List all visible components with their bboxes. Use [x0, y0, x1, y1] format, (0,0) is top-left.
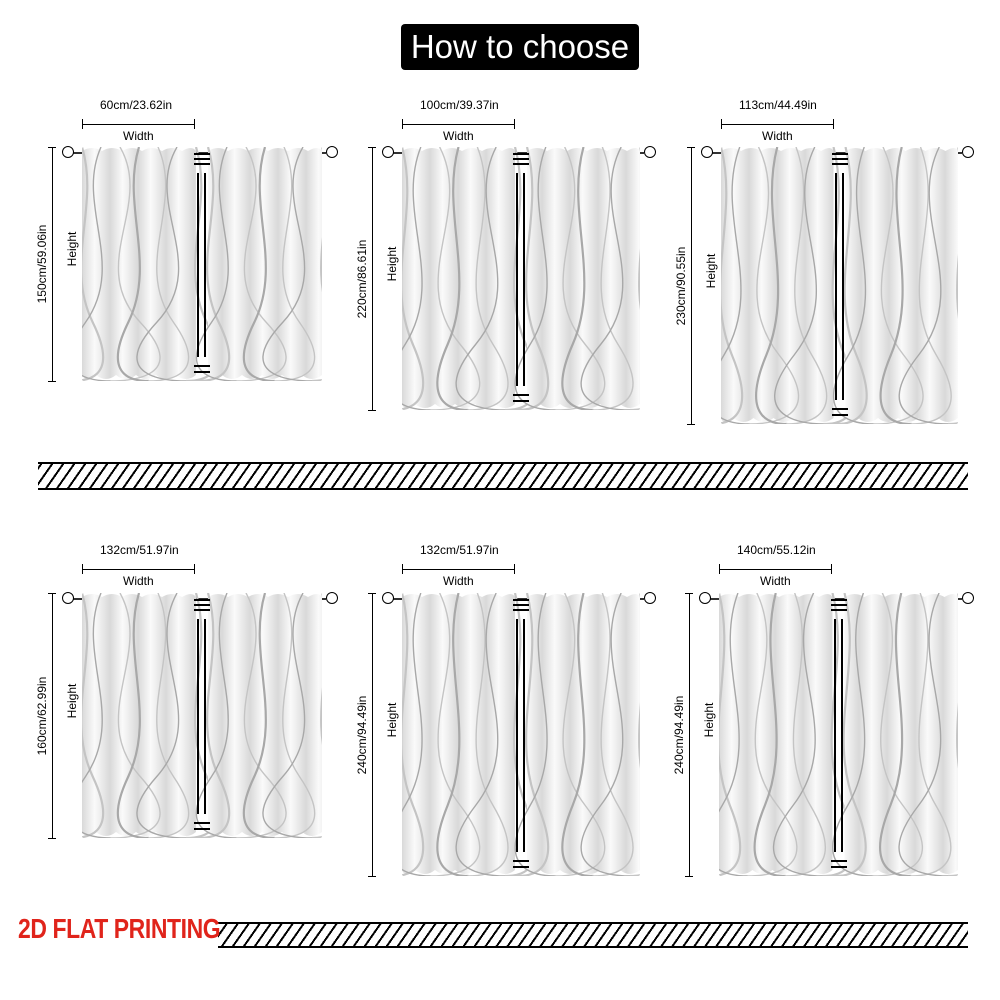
width-tick-left: [402, 119, 403, 129]
height-tick-bottom: [48, 381, 56, 382]
height-dimension-line: [689, 593, 690, 876]
height-value: 150cm/59.06in: [35, 224, 49, 304]
height-label: Height: [704, 253, 718, 288]
width-tick-left: [82, 564, 83, 574]
rod-end-right: [644, 146, 656, 158]
height-label: Height: [65, 231, 79, 267]
height-tick-top: [685, 593, 693, 594]
curtain-panel-right: [515, 593, 640, 876]
curtain-panel-right: [196, 147, 322, 381]
width-tick-left: [721, 119, 722, 129]
height-value: 230cm/90.55in: [674, 246, 688, 325]
center-measure-bar: [194, 153, 210, 377]
width-tick-right: [514, 119, 515, 129]
height-dimension-line: [52, 147, 53, 381]
curtain-panel-right: [515, 147, 640, 410]
height-dimension-line: [372, 593, 373, 876]
width-value: 60cm/23.62in: [100, 98, 173, 112]
height-tick-top: [687, 147, 695, 148]
rod-end-left: [62, 592, 74, 604]
width-value: 113cm/44.49in: [739, 98, 817, 112]
width-tick-right: [194, 119, 195, 129]
rod-end-right: [962, 146, 974, 158]
width-label: Width: [760, 574, 791, 588]
hatched-divider: [38, 462, 968, 490]
center-measure-bar: [513, 599, 529, 872]
width-tick-right: [194, 564, 195, 574]
center-measure-bar: [831, 599, 847, 872]
height-tick-bottom: [368, 876, 376, 877]
curtain-panel-right: [833, 593, 958, 876]
height-value: 240cm/94.49in: [355, 695, 369, 774]
height-dimension-line: [372, 147, 373, 410]
width-value: 140cm/55.12in: [737, 543, 816, 557]
curtain-panel-right: [196, 593, 322, 838]
height-value: 240cm/94.49in: [672, 695, 686, 774]
width-dimension-line: [721, 124, 833, 125]
height-label: Height: [702, 702, 716, 737]
width-tick-right: [514, 564, 515, 574]
hatched-divider-footer: [218, 922, 968, 948]
width-label: Width: [123, 129, 154, 143]
width-value: 132cm/51.97in: [100, 543, 179, 557]
height-tick-bottom: [687, 424, 695, 425]
rod-end-right: [644, 592, 656, 604]
width-tick-left: [402, 564, 403, 574]
width-tick-right: [833, 119, 834, 129]
width-tick-left: [82, 119, 83, 129]
rod-end-left: [699, 592, 711, 604]
height-label: Height: [385, 246, 399, 281]
width-dimension-line: [82, 569, 194, 570]
height-label: Height: [385, 702, 399, 737]
center-measure-bar: [832, 153, 848, 420]
center-measure-bar: [513, 153, 529, 406]
height-tick-top: [48, 593, 56, 594]
width-label: Width: [443, 129, 474, 143]
rod-end-left: [62, 146, 74, 158]
width-dimension-line: [719, 569, 831, 570]
width-value: 100cm/39.37in: [420, 98, 499, 112]
curtain-panel-right: [834, 147, 958, 424]
height-tick-top: [368, 593, 376, 594]
width-dimension-line: [402, 124, 514, 125]
rod-end-left: [382, 592, 394, 604]
height-tick-bottom: [685, 876, 693, 877]
height-tick-bottom: [48, 838, 56, 839]
height-tick-bottom: [368, 410, 376, 411]
center-measure-bar: [194, 599, 210, 834]
rod-end-left: [382, 146, 394, 158]
rod-end-right: [962, 592, 974, 604]
flat-printing-label: 2D FLAT PRINTING: [18, 913, 221, 944]
height-dimension-line: [691, 147, 692, 424]
height-label: Height: [65, 683, 79, 718]
width-dimension-line: [82, 124, 194, 125]
page-title: How to choose: [401, 24, 639, 70]
width-label: Width: [443, 574, 474, 588]
height-dimension-line: [52, 593, 53, 838]
width-tick-right: [831, 564, 832, 574]
width-tick-left: [719, 564, 720, 574]
height-value: 160cm/62.99in: [35, 676, 49, 755]
width-label: Width: [123, 574, 154, 588]
height-tick-top: [368, 147, 376, 148]
width-label: Width: [762, 129, 793, 143]
width-dimension-line: [402, 569, 514, 570]
rod-end-right: [326, 592, 338, 604]
rod-end-left: [701, 146, 713, 158]
height-value: 220cm/86.61in: [355, 239, 369, 318]
rod-end-right: [326, 146, 338, 158]
height-tick-top: [48, 147, 56, 148]
width-value: 132cm/51.97in: [420, 543, 499, 557]
